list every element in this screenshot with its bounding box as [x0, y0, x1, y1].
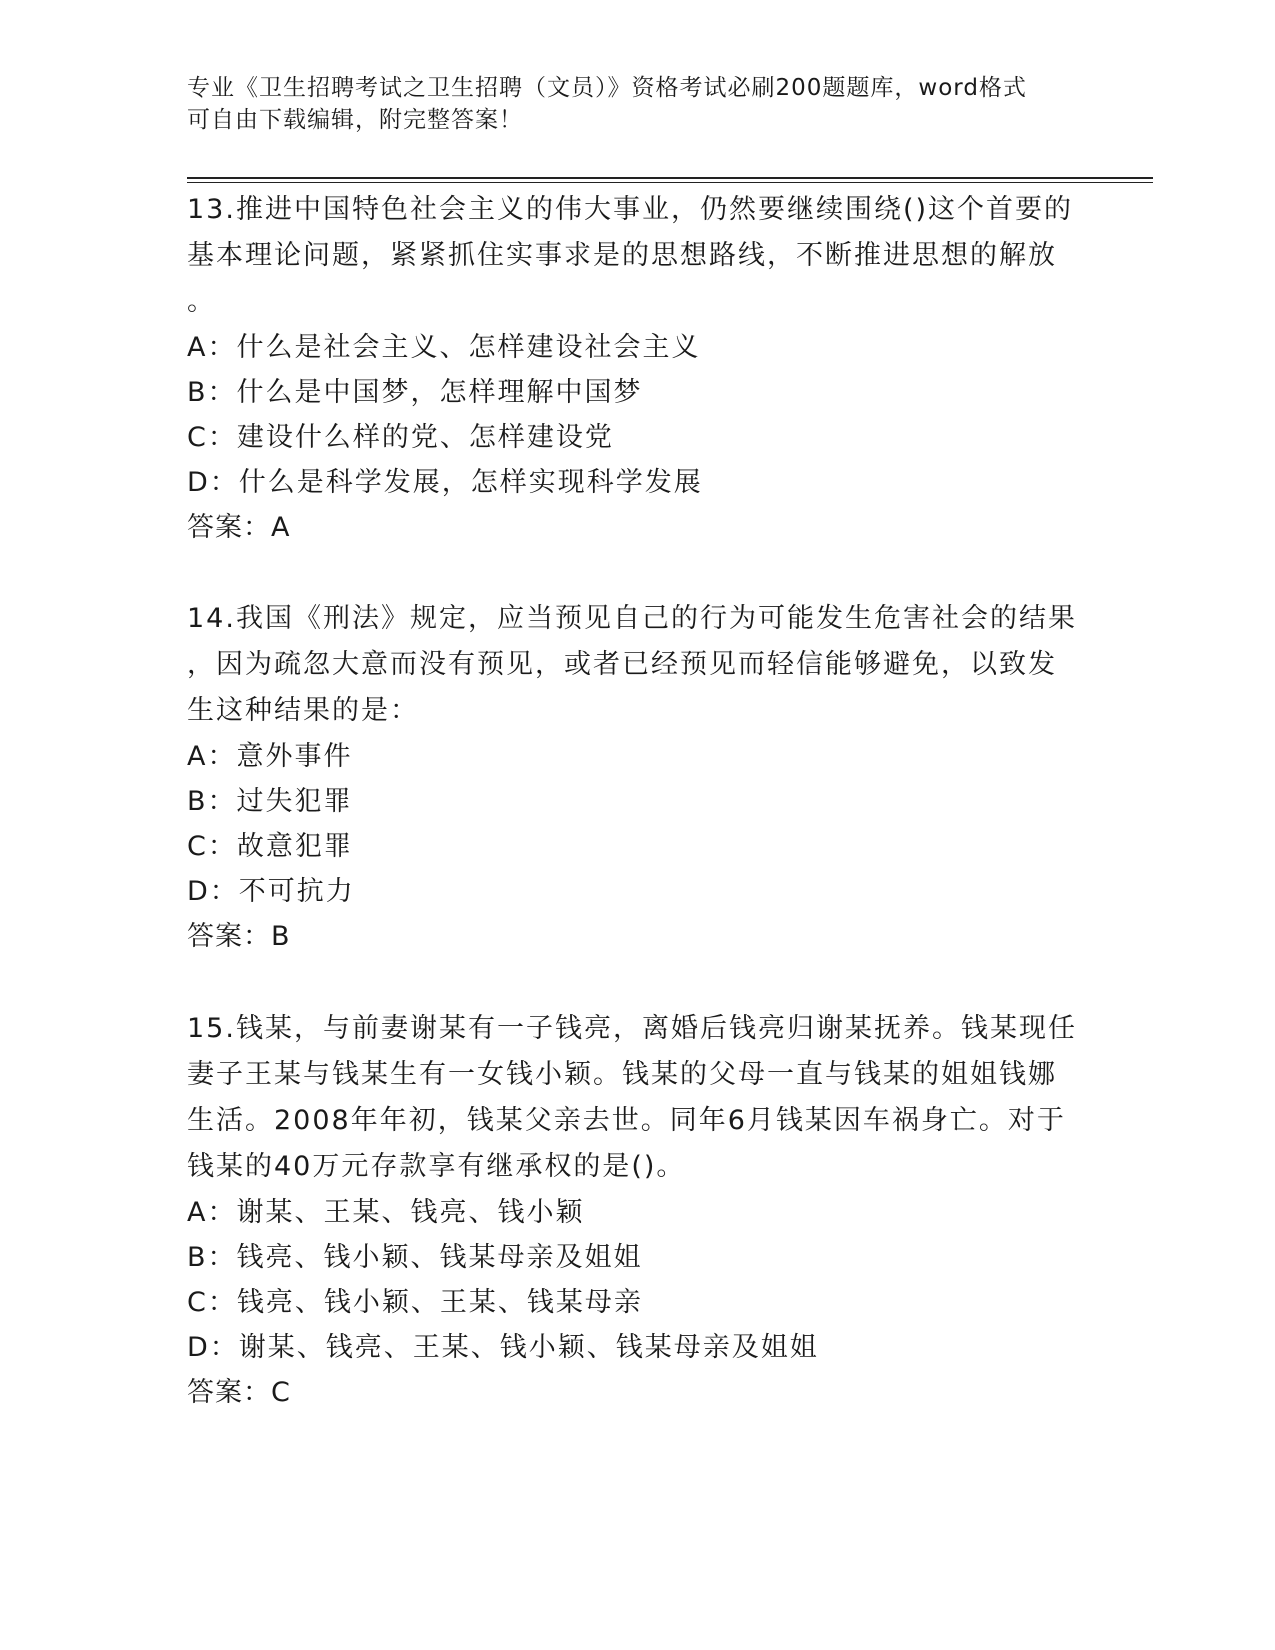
answer-line: 答案：A	[187, 512, 291, 543]
question-stem-line: 。	[187, 286, 216, 317]
question-15	[187, 1006, 1087, 1416]
option-c: C：建设什么样的党、怎样建设党	[187, 422, 614, 453]
question-stem-line: 钱某的40万元存款享有继承权的是()。	[187, 1151, 686, 1182]
answer-line: 答案：C	[187, 1377, 291, 1408]
option-c: C：故意犯罪	[187, 831, 353, 862]
option-b: B：什么是中国梦，怎样理解中国梦	[187, 377, 643, 408]
question-stem-line: 13.推进中国特色社会主义的伟大事业，仍然要继续围绕()这个首要的	[187, 194, 1074, 225]
option-a: A：什么是社会主义、怎样建设社会主义	[187, 332, 701, 363]
option-c: C：钱亮、钱小颖、王某、钱某母亲	[187, 1287, 643, 1318]
option-d: D：不可抗力	[187, 876, 355, 907]
question-stem-line: ，因为疏忽大意而没有预见，或者已经预见而轻信能够避免，以致发	[187, 649, 1057, 680]
header-line-2: 可自由下载编辑，附完整答案！	[187, 107, 523, 133]
option-a: A：谢某、王某、钱亮、钱小颖	[187, 1197, 585, 1228]
question-stem-line: 15.钱某，与前妻谢某有一子钱亮，离婚后钱亮归谢某抚养。钱某现任	[187, 1013, 1077, 1044]
question-14	[187, 596, 1087, 960]
answer-line: 答案：B	[187, 921, 291, 952]
question-stem-line: 生活。2008年年初，钱某父亲去世。同年6月钱某因车祸身亡。对于	[187, 1105, 1066, 1136]
question-stem-line: 妻子王某与钱某生有一女钱小颖。钱某的父母一直与钱某的姐姐钱娜	[187, 1059, 1057, 1090]
header-divider	[187, 177, 1153, 183]
option-d: D：什么是科学发展，怎样实现科学发展	[187, 467, 703, 498]
option-b: B：钱亮、钱小颖、钱某母亲及姐姐	[187, 1242, 643, 1273]
question-stem-line: 14.我国《刑法》规定，应当预见自己的行为可能发生危害社会的结果	[187, 603, 1077, 634]
header-line-1: 专业《卫生招聘考试之卫生招聘（文员）》资格考试必刷200题题库，word格式	[187, 75, 1027, 101]
option-a: A：意外事件	[187, 741, 353, 772]
option-b: B：过失犯罪	[187, 786, 353, 817]
option-d: D：谢某、钱亮、王某、钱小颖、钱某母亲及姐姐	[187, 1332, 819, 1363]
question-13	[187, 187, 1087, 551]
question-stem-line: 生这种结果的是：	[187, 695, 419, 726]
document-header	[187, 72, 1067, 136]
question-stem-line: 基本理论问题，紧紧抓住实事求是的思想路线，不断推进思想的解放	[187, 240, 1057, 271]
